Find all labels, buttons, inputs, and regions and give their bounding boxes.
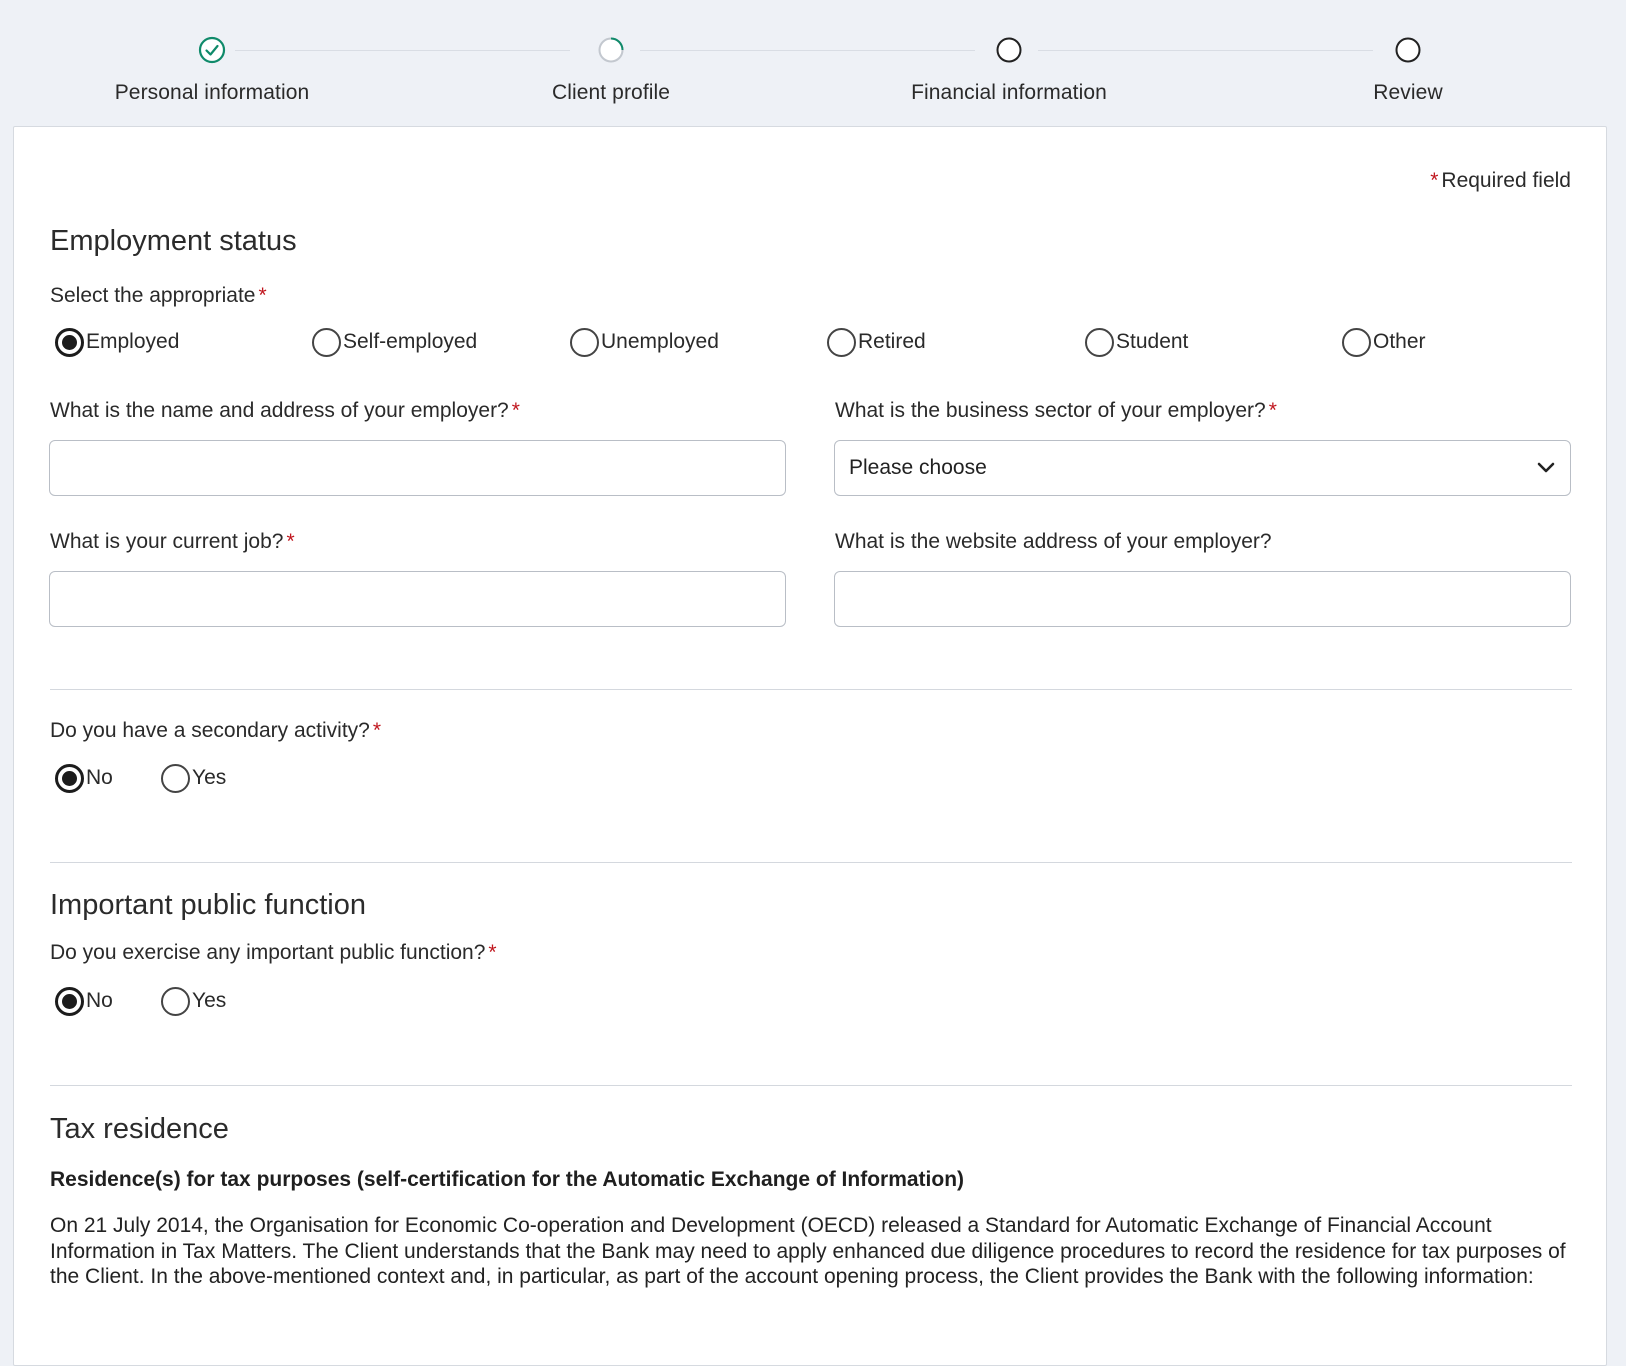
- radio-button[interactable]: [55, 987, 84, 1016]
- radio-unemployed[interactable]: Unemployed: [570, 326, 719, 358]
- tax-residence-paragraph: On 21 July 2014, the Organisation for Economic Co-operation and Development (OECD) released a Standard for Automatic Exchange of Financial Account Information in Tax Matters. The Client understands that the Bank may need to apply enhanced due diligence procedures to record the residence for tax purposes of the Client. In the above-mentioned context and, in particular, as part of the account opening process, the Client provides the Bank with the following information:: [50, 1214, 1566, 1288]
- tax-residence-title: Tax residence: [50, 1113, 229, 1145]
- step-client-profile[interactable]: [461, 36, 761, 105]
- secondary-activity-radio-group: [55, 762, 355, 794]
- step-label: Personal information: [114, 81, 310, 104]
- radio-student[interactable]: Student: [1085, 326, 1188, 358]
- radio-button[interactable]: [161, 764, 190, 793]
- progress-circle-icon: [597, 36, 625, 64]
- employer-website-label: What is the website address of your employer?: [835, 530, 1272, 553]
- required-field-note: * Required field: [1430, 169, 1571, 192]
- section-divider: [50, 1085, 1572, 1086]
- radio-secondary-no[interactable]: No: [55, 762, 113, 794]
- public-function-title: Important public function: [50, 889, 366, 921]
- empty-circle-icon: [1394, 36, 1422, 64]
- radio-button[interactable]: [1085, 328, 1114, 357]
- section-divider: [50, 689, 1572, 690]
- radio-public-function-no[interactable]: No: [55, 985, 113, 1017]
- employment-radio-group: [55, 326, 1455, 358]
- radio-button[interactable]: [161, 987, 190, 1016]
- step-label: Review: [1373, 81, 1443, 104]
- radio-button[interactable]: [55, 328, 84, 357]
- radio-public-function-yes[interactable]: Yes: [161, 985, 226, 1017]
- radio-self-employed[interactable]: Self-employed: [312, 326, 477, 358]
- business-sector-value: Please choose: [849, 456, 987, 479]
- radio-button[interactable]: [570, 328, 599, 357]
- public-function-radio-group: [55, 985, 355, 1017]
- employer-name-label: What is the name and address of your employer? *: [50, 399, 520, 422]
- tax-residence-subtitle: Residence(s) for tax purposes (self-certification for the Automatic Exchange of Information): [50, 1168, 965, 1191]
- radio-button[interactable]: [827, 328, 856, 357]
- radio-employed[interactable]: Employed: [55, 326, 179, 358]
- section-divider: [50, 862, 1572, 863]
- radio-secondary-yes[interactable]: Yes: [161, 762, 226, 794]
- empty-circle-icon: [995, 36, 1023, 64]
- public-function-label: Do you exercise any important public function? *: [50, 941, 497, 964]
- radio-button[interactable]: [312, 328, 341, 357]
- radio-button[interactable]: [55, 764, 84, 793]
- employer-name-input[interactable]: [49, 440, 786, 496]
- radio-button[interactable]: [1342, 328, 1371, 357]
- form-card: [13, 126, 1607, 1366]
- step-label: Client profile: [551, 81, 671, 104]
- employment-status-title: Employment status: [50, 225, 297, 257]
- radio-retired[interactable]: Retired: [827, 326, 926, 358]
- secondary-activity-label: Do you have a secondary activity? *: [50, 719, 382, 742]
- business-sector-label: What is the business sector of your employer? *: [835, 399, 1277, 422]
- step-review[interactable]: [1258, 36, 1558, 105]
- check-circle-icon: [198, 36, 226, 64]
- employment-select-label: Select the appropriate *: [50, 284, 267, 307]
- step-financial-information[interactable]: [859, 36, 1159, 105]
- chevron-down-icon: [1536, 461, 1556, 475]
- business-sector-select[interactable]: [834, 440, 1571, 496]
- radio-other[interactable]: Other: [1342, 326, 1426, 358]
- current-job-label: What is your current job? *: [50, 530, 295, 553]
- current-job-input[interactable]: [49, 571, 786, 627]
- progress-stepper: [0, 0, 1626, 126]
- step-personal-information[interactable]: [62, 36, 362, 105]
- employer-website-input[interactable]: [834, 571, 1571, 627]
- step-label: Financial information: [911, 81, 1107, 104]
